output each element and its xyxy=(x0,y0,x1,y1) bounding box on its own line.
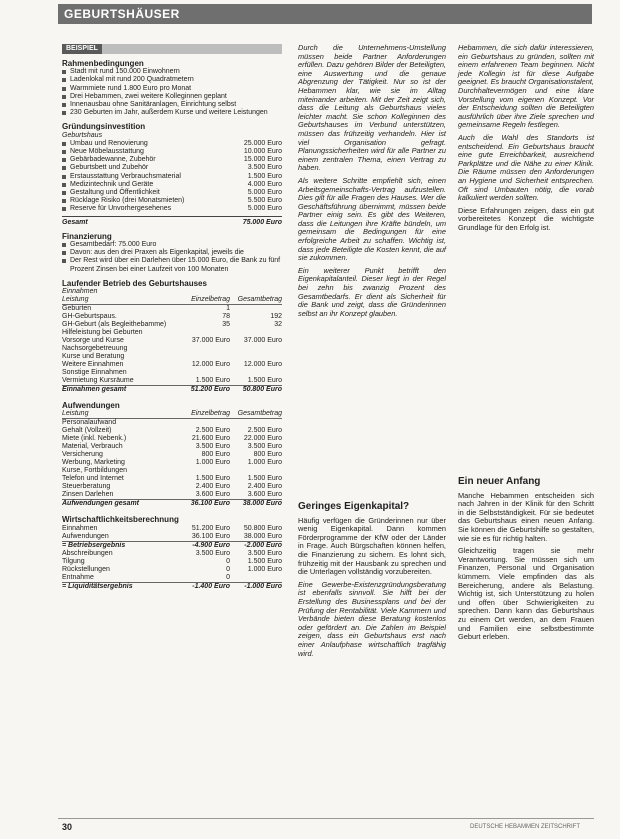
table-row: Gehalt (Vollzeit) 2.500 Euro 2.500 Euro xyxy=(62,427,282,435)
gruendung-item: Geburtsbett und Zubehör 3.500 Euro xyxy=(62,164,282,172)
table-row: Entnahme 0 xyxy=(62,573,230,581)
gruendung-item: Medizintechnik und Geräte 4.000 Euro xyxy=(62,181,282,189)
finanz-list xyxy=(62,241,282,274)
table-row: Personalaufwand xyxy=(62,419,117,427)
table-row: Versicherung 800 Euro 800 Euro xyxy=(62,451,282,459)
gruendung-item: Gestaltung und Öffentlichkeit 5.000 Euro xyxy=(62,189,282,197)
col3-paragraph: Manche Hebammen entscheiden sich nach Jahren in der Klinik für den Schritt in die Selbstständigkeit. Für sie bedeutet das Geburtshaus einen neuen Anfang. Sie können die Geburtshilfe so gestalten, wie sie es für richtig halten. xyxy=(458,490,594,543)
gruendung-item: Rücklage Risiko (drei Monatsmieten) 5.500 Euro xyxy=(62,197,282,205)
aus-title: Aufwendungen xyxy=(62,401,120,411)
col2-paragraph: Durch die Unternehmens-Umstellung müssen beide Partner Anforderungen erfüllen. Dazu gehören Bilder der Beteiligten, eine Auswertung und die genaue Abgrenzung der Tätigkeit. Nur so ist der Hebammen klar, wie sie im Alltag miteinander arbeiten. Mit der Zeit zeigt sich, dass die Leitung als Geburtshaus vieles leichter macht. Sie schon Kolleginnen des Geburtshauses im Verbund unterstützen, müssen das frühzeitig verhandeln. Hier ist viel Organisation gefragt. Planungssicherheiten wird für alle Partner zu einem zentralen Thema, einen Vertrag zu haben. xyxy=(298,43,446,173)
column-3-top xyxy=(458,44,594,236)
rahmen-item: Ladenlokal mit rund 200 Quadratmetern xyxy=(62,76,282,84)
table-row: Zinsen Darlehen 3.600 Euro 3.600 Euro xyxy=(62,491,282,499)
col3-paragraph: Hebammen, die sich dafür interessieren, ein Geburtshaus zu gründen, sollten mit einem erfahrenen Team beginnen. Nicht jede Kollegin ist für diese Aufgabe geeignet. Es braucht Organisationstalent, Durchhaltevermögen und eine klare Vorstellung vom eigenen Konzept. Vor der Entscheidung sollten die Beteiligten ausführlich über ihre Ziele sprechen und gemeinsame Regeln festlegen. xyxy=(458,43,594,130)
section-header: GEBURTSHÄUSER xyxy=(58,4,592,24)
col2-paragraph: Ein weiterer Punkt betrifft den Eigenkapitalanteil. Dieser liegt in der Regel bei zehn bis zwanzig Prozent des Gesamtbedarfs. Er dient als Sicherheit für die Bank und zeigt, dass die Gründerinnen selbst an ihr Konzept glauben. xyxy=(298,265,446,318)
col2-paragraph: Eine Gewerbe-Existenzgründungsberatung ist ebenfalls sinnvoll. Sie hilft bei der Erstellung des Businessplans und bei der Prüfung der Rentabilität. Viele Kammern und Verbände bieten diese Beratung kostenlos oder gefördert an. Die Zahlen im Beispiel zeigen, dass ein Geburtshaus erst nach einer Anlaufphase wirtschaftlich tragfähig wird. xyxy=(298,579,446,658)
table-row: Tilgung 0 1.500 Euro xyxy=(62,557,282,565)
footer-text: DEUTSCHE HEBAMMEN ZEITSCHRIFT xyxy=(470,824,581,830)
finanz-item: Gesamtbedarf: 75.000 Euro xyxy=(62,241,282,249)
table-row: GH-Geburtspaus. 78 192 xyxy=(62,313,282,321)
aus-table xyxy=(62,410,282,508)
finanz-title: Finanzierung xyxy=(62,231,112,241)
rahmen-item: 230 Geburten im Jahr, außerdem Kurse und weitere Leistungen xyxy=(62,109,282,117)
lauf-title: Laufender Betrieb des Geburtshauses xyxy=(62,278,207,288)
gruendung-item: Neue Möbelausstattung 10.000 Euro xyxy=(62,148,282,156)
table-row: Material, Verbrauch 3.500 Euro 3.500 Euro xyxy=(62,443,282,451)
col3-paragraph: Diese Erfahrungen zeigen, dass ein gut vorbereitetes Konzept die wichtigste Grundlage für den Erfolg ist. xyxy=(458,205,594,232)
table-total: Einnahmen gesamt 51.200 Euro 50.800 Euro xyxy=(62,386,282,394)
footer-rule xyxy=(58,818,594,819)
table-row: Weitere Einnahmen 12.000 Euro 12.000 Euro xyxy=(62,361,282,369)
col3-paragraph: Gleichzeitig tragen sie mehr Verantwortung. Sie müssen sich um Finanzen, Personal und Organisation kümmern. Viele empfinden das als Bereicherung, andere als Belastung. Wichtig ist, sich Unterstützung zu holen und offen über Schwierigkeiten zu sprechen. Dann kann das Geburtshaus zu einem Ort werden, an dem Frauen und Familien eine selbstbestimmte Geburt erleben. xyxy=(458,546,594,642)
table-row: Einnahmen 51.200 Euro 50.800 Euro xyxy=(62,524,282,532)
rahmen-title: Rahmenbedingungen xyxy=(62,59,144,68)
wirt-title: Wirtschaftlichkeitsberechnung xyxy=(62,515,179,525)
column-2-top xyxy=(298,44,446,322)
table-row: Abschreibungen 3.500 Euro 3.500 Euro xyxy=(62,549,282,557)
rahmen-list xyxy=(62,68,282,117)
finanz-item: Davon: aus den drei Praxen als Eigenkapital, jeweils die xyxy=(62,249,282,257)
table-row: Sonstige Einnahmen xyxy=(62,369,127,377)
table-row: Aufwendungen 36.100 Euro 38.000 Euro xyxy=(62,532,282,540)
gruendung-item: Umbau und Renovierung 25.000 Euro xyxy=(62,140,282,148)
table-row: GH-Geburt (als Begleithebamme) 35 32 xyxy=(62,321,282,329)
table-row: Steuerberatung 2.400 Euro 2.400 Euro xyxy=(62,483,282,491)
column-2-bottom xyxy=(298,503,446,662)
gruendung-title: Gründungsinvestition xyxy=(62,122,146,132)
rahmen-item: Drei Hebammen, zwei weitere Kolleginnen geplant xyxy=(62,93,282,101)
table-row: Hilfeleistung bei Geburten xyxy=(62,329,143,337)
rahmen-item: Innenausbau ohne Sanitäranlagen, Einrichtung selbst xyxy=(62,101,282,109)
table-row: Geburten 1 xyxy=(62,305,230,313)
page-number: 30 xyxy=(62,822,73,832)
gruendung-item: Reserve für Unvorhergesehenes 5.000 Euro xyxy=(62,205,282,213)
table-total: = Liquiditätsergebnis -1.400 Euro -1.000 Euro xyxy=(62,582,282,590)
table-row: Werbung, Marketing 1.000 Euro 1.000 Euro xyxy=(62,459,282,467)
table-row: Rückstellungen 0 1.000 Euro xyxy=(62,565,282,573)
col3-paragraph: Auch die Wahl des Standorts ist entscheidend. Ein Geburtshaus braucht eine gute Erreichbarkeit, ausreichend Parkplätze und die Nähe zu einer Klinik. Die Räume müssen den Anforderungen an Hygiene und Sicherheit entsprechen. Oft sind Umbauten nötig, die vorab kalkuliert werden sollten. xyxy=(458,132,594,203)
col2-paragraph: Häufig verfügen die Gründerinnen nur über wenig Eigenkapital. Dann kommen Förderprogramme der KfW oder der Länder in Frage. Auch Bürgschaften können helfen, die Finanzierung zu sichern. Es lohnt sich, frühzeitig mit der Hausbank zu sprechen und die Unterlagen vollständig vorzubereiten. xyxy=(298,515,446,577)
table-head: Leistung Einzelbetrag Gesamtbetrag xyxy=(62,410,282,418)
column-3-bottom xyxy=(458,478,594,646)
example-box xyxy=(62,44,282,591)
gruendung-sub: Geburtshaus xyxy=(62,131,103,139)
table-row: Telefon und Internet 1.500 Euro 1.500 Euro xyxy=(62,475,282,483)
wirt-table xyxy=(62,525,282,591)
table-row: Vorsorge und Kurse 37.000 Euro 37.000 Euro xyxy=(62,337,282,345)
table-row: Miete (inkl. Nebenk.) 21.600 Euro 22.000 Euro xyxy=(62,435,282,443)
finanz-item: Der Rest wird über ein Darlehen über 15.000 Euro, die Bank zu fünf Prozent Zinsen bei einer Laufzeit von 100 Monaten xyxy=(62,257,282,273)
table-total: Aufwendungen gesamt 36.100 Euro 38.000 Euro xyxy=(62,500,282,508)
lauf-sub: Einnahmen xyxy=(62,288,98,296)
table-row: Nachsorgebetreuung xyxy=(62,345,128,353)
col2-heading: Geringes Eigenkapital? xyxy=(298,501,410,512)
table-head: Leistung Einzelbetrag Gesamtbetrag xyxy=(62,296,282,304)
gruendung-total: Gesamt 75.000 Euro xyxy=(62,218,282,226)
table-row: Kurse und Beratung xyxy=(62,353,125,361)
col3-heading: Ein neuer Anfang xyxy=(458,476,541,487)
rahmen-item: Stadt mit rund 150.000 Einwohnern xyxy=(62,68,282,76)
table-total: = Betriebsergebnis -4.900 Euro -2.000 Euro xyxy=(62,541,282,549)
table-row: Vermietung Kursräume 1.500 Euro 1.500 Euro xyxy=(62,377,282,385)
col2-paragraph: Als weitere Schritte empfiehlt sich, einen Arbeitsgemeinschafts-Vertrag aufzustellen. Dies gilt für alle Fragen des Hauses. Wer die Geschäftsführung übernimmt, müssen beide Partner einig sein. Es gibt des Weiteren, dass die Leitungen ihre Kräfte bündeln, um gemeinsam die Bedingungen für eine erfolgreiche Arbeit zu schaffen. Wichtig ist, dass jede Beteiligte die Kosten kennt, die auf sie zukommen. xyxy=(298,175,446,263)
table-row: Kurse, Fortbildungen xyxy=(62,467,127,475)
gruendung-item: Gebärbadewanne, Zubehör 15.000 Euro xyxy=(62,156,282,164)
gruendung-item: Erstausstattung Verbrauchsmaterial 1.500 Euro xyxy=(62,173,282,181)
gruendung-list xyxy=(62,140,282,214)
lauf-table xyxy=(62,296,282,394)
box-tag: BEISPIEL xyxy=(62,44,102,54)
rahmen-item: Warmmiete rund 1.800 Euro pro Monat xyxy=(62,85,282,93)
